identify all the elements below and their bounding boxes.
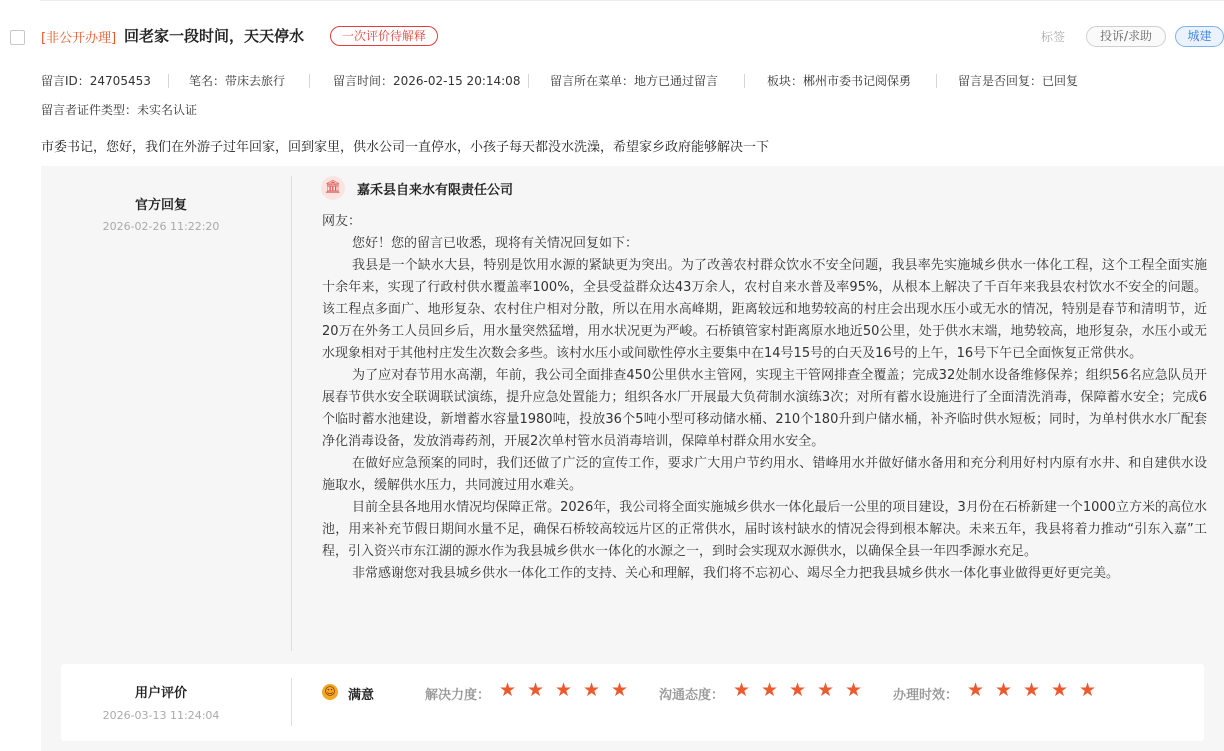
rating-label: 用户评价 (134, 686, 187, 701)
reply-paragraph: 目前全县各地用水情况均保障正常。2026年，我公司将全面实施城乡供水一体化最后一公里的项目建设，3月份在石桥新建一个1000立方米的高位水池，用来补充节假日期间水量不足，确保石桥较高较远片区的正常供水，届时该村缺水的情况会得到根本解决。未来五年，我县将着力推动“引东入嘉”工程，引入资兴市东江湖的源水作为我县城乡供水一体化的水源之一，到时会实现双水源供水，以确保全县一年四季源水充足。 (322, 500, 1207, 559)
reply-org-name: 嘉禾县自来水有限责任公司 (357, 183, 514, 198)
message-replied-status: 留言是否回复：已回复 (958, 74, 1079, 88)
stars-resolution (499, 680, 639, 700)
reply-paragraph: 我县是一个缺水大县，特别是饮用水源的紧缺更为突出。为了改善农村群众饮水不安全问题，我县率先实施城乡供水一体化工程，这个工程全面实施十余年来，实现了行政村供水覆盖率100%，全县受益群众达43万余人，农村自来水普及率95%，从根本上解决了千百年来我县农村饮水不安全的问题。该工程点多面广、地形复杂、农村住户相对分散，所以在用水高峰期，距离较远和地势较高的村庄会出现水压小或无水的情况，特别是春节和清明节，近20万在外务工人员回乡后，用水量突然猛增，用水状况更为严峻。石桥镇管家村距离原水地近50公里，处于供水末端，地势较高，地形复杂，水压小或无水现象相对于其他村庄发生次数会多些。该村水压小或间歇性停水主要集中在14号15号的白天及16号的上午，16号下午已全面恢复正常供水。 (322, 258, 1207, 361)
score-label-timeliness: 办理时效： (893, 688, 959, 703)
reply-paragraph: 您好！您的留言已收悉，现将有关情况回复如下： (352, 236, 639, 251)
tag-complaint[interactable]: 投诉/求助 (1086, 26, 1166, 47)
reply-label: 官方回复 (134, 198, 187, 213)
score-label-resolution: 解决力度： (425, 688, 491, 703)
select-checkbox[interactable] (10, 30, 25, 45)
meta-separator (936, 74, 937, 88)
meta-separator (309, 74, 310, 88)
star-icon: ★ (1023, 679, 1041, 701)
reply-paragraph: 为了应对春节用水高潮，年前，我公司全面排查450公里供水主管网，实现主干管网排查全覆盖；完成32处制水设备维修保养；组织56名应急队员开展春节供水安全联调联试演练，提升应急处置能力；组织各水厂开展最大负荷制水演练3次；对所有蓄水设施进行了全面清洗消毒，保障蓄水安全；完成6个临时蓄水池建设，新增蓄水容量1980吨，投放36个5吨小型可移动储水桶、210个180升到户储水桶，补齐临时供水短板；同时，为单村供水水厂配套净化消毒设备，发放消毒药剂，开展2次单村管水员消毒培训，保障单村群众用水安全。 (322, 368, 1207, 449)
smiley-icon: ☺︎ (322, 684, 338, 700)
reply-paragraph: 非常感谢您对我县城乡供水一体化工作的支持、关心和理解，我们将不忘初心、竭尽全力把我县城乡供水一体化事业做得更好更完美。 (352, 566, 1120, 581)
meta-separator (168, 74, 169, 88)
government-building-icon: 🏛︎ (321, 176, 345, 200)
star-icon: ★ (583, 679, 601, 701)
satisfaction-text: 满意 (348, 688, 375, 703)
tag-label: 标签 (1041, 30, 1066, 44)
reply-paragraph: 网友： (322, 214, 362, 229)
message-time: 留言时间：2026-02-15 20:14:08 (333, 74, 521, 88)
message-body: 市委书记，您好，我们在外游子过年回家，回到家里，供水公司一直停水，小孩子每天都没水洗澡，希望家乡政府能够解决一下 (41, 140, 770, 155)
message-section: 板块：郴州市委书记阅保勇 (767, 74, 912, 88)
rating-time: 2026-03-13 11:24:04 (102, 709, 220, 722)
rating-divider (291, 678, 292, 726)
star-icon: ★ (761, 679, 779, 701)
score-label-communication: 沟通态度： (659, 688, 725, 703)
star-icon: ★ (1079, 679, 1097, 701)
star-icon: ★ (967, 679, 985, 701)
star-icon: ★ (845, 679, 863, 701)
meta-separator (744, 74, 745, 88)
reply-content (322, 211, 1207, 585)
message-cert-type: 留言者证件类型：未实名认证 (41, 103, 198, 117)
message-id: 留言ID：24705453 (41, 74, 151, 88)
stars-communication (733, 680, 873, 700)
meta-separator (528, 74, 529, 88)
reply-header (41, 166, 291, 646)
message-author: 笔名：带床去旅行 (189, 74, 286, 88)
handling-type-label: [非公开办理] (41, 31, 117, 46)
reply-time: 2026-02-26 11:22:20 (102, 220, 220, 233)
star-icon: ★ (527, 679, 545, 701)
star-icon: ★ (499, 679, 517, 701)
tag-urban-construction[interactable]: 城建 (1175, 26, 1224, 47)
reply-paragraph: 在做好应急预案的同时，我们还做了广泛的宣传工作，要求广大用户节约用水、错峰用水并做好储水备用和充分利用好村内原有水井、和自建供水设施取水，缓解供水压力，共同渡过用水难关。 (322, 456, 1207, 493)
message-meta (41, 72, 1224, 90)
stars-timeliness (967, 680, 1107, 700)
user-rating-card (61, 664, 1204, 741)
star-icon: ★ (817, 679, 835, 701)
reply-divider (291, 176, 292, 651)
star-icon: ★ (611, 679, 629, 701)
star-icon: ★ (1051, 679, 1069, 701)
star-icon: ★ (733, 679, 751, 701)
star-icon: ★ (555, 679, 573, 701)
official-reply-panel (41, 166, 1224, 751)
message-menu: 留言所在菜单：地方已通过留言 (550, 74, 719, 88)
star-icon: ★ (995, 679, 1013, 701)
star-icon: ★ (789, 679, 807, 701)
message-title-row (0, 20, 1224, 52)
top-divider (40, 0, 1224, 1)
evaluation-status-badge[interactable]: 一次评价待解释 (330, 26, 438, 46)
message-title[interactable]: 回老家一段时间，天天停水 (124, 27, 305, 45)
